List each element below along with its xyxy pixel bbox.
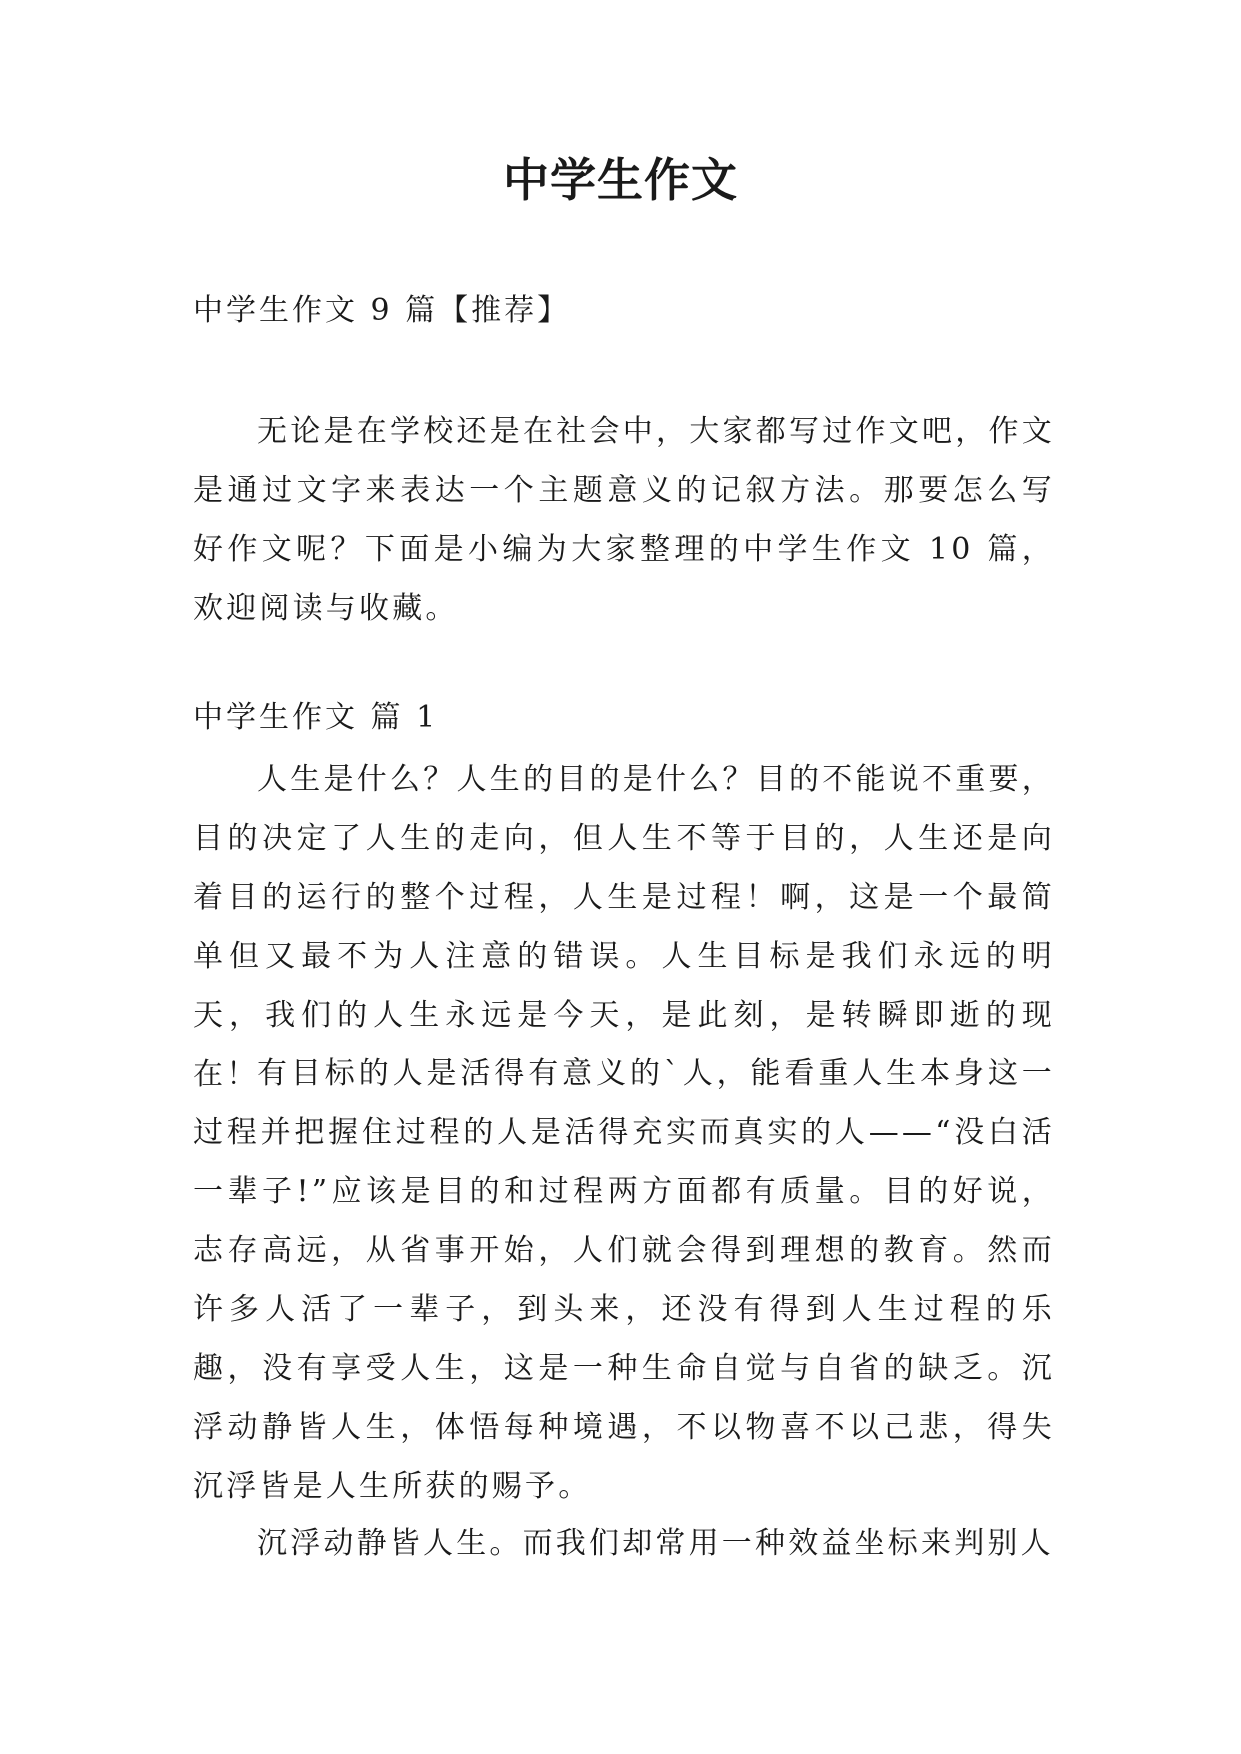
intro-paragraph: 无论是在学校还是在社会中，大家都写过作文吧，作文是通过文字来表达一个主题意义的记叙方法。那要怎么写好作文呢？下面是小编为大家整理的中学生作文 10 篇，欢迎阅读与收藏。 bbox=[193, 414, 1055, 626]
body-paragraph: 沉浮动静皆人生。而我们却常用一种效益坐标来判别人 bbox=[257, 1526, 1054, 1561]
document-title: 中学生作文 bbox=[503, 153, 738, 207]
document-subtitle: 中学生作文 9 篇【推荐】 bbox=[193, 293, 571, 328]
body-paragraph: 有目标的人是活得有意义的`人，能看重人生本身这一过程并把握住过程的人是活得充实而真实的人——“没白活一辈子!”应该是目的和过程两方面都有质量。目的好说，志存高远，从省事开始，人们就会得到理想的教育。然而许多人活了一辈子，到头来，还没有得到人生过程的乐趣，没有享受人生，这是一种生命自觉与自省的缺乏。沉浮动静皆人生，体悟每种境遇，不以物喜不以己悲，得失沉浮皆是人生所获的赐予。 bbox=[193, 1056, 1055, 1504]
body-paragraph: 人生是什么？人生的目的是什么？目的不能说不重要，目的决定了人生的走向，但人生不等于目的，人生还是向着目的运行的整个过程，人生是过程！啊，这是一个最简单但又最不为人注意的错误。人生目标是我们永远的明天，我们的人生永远是今天，是此刻，是转瞬即逝的现在！ bbox=[193, 762, 1055, 1092]
section-heading: 中学生作文 篇 1 bbox=[193, 700, 439, 735]
